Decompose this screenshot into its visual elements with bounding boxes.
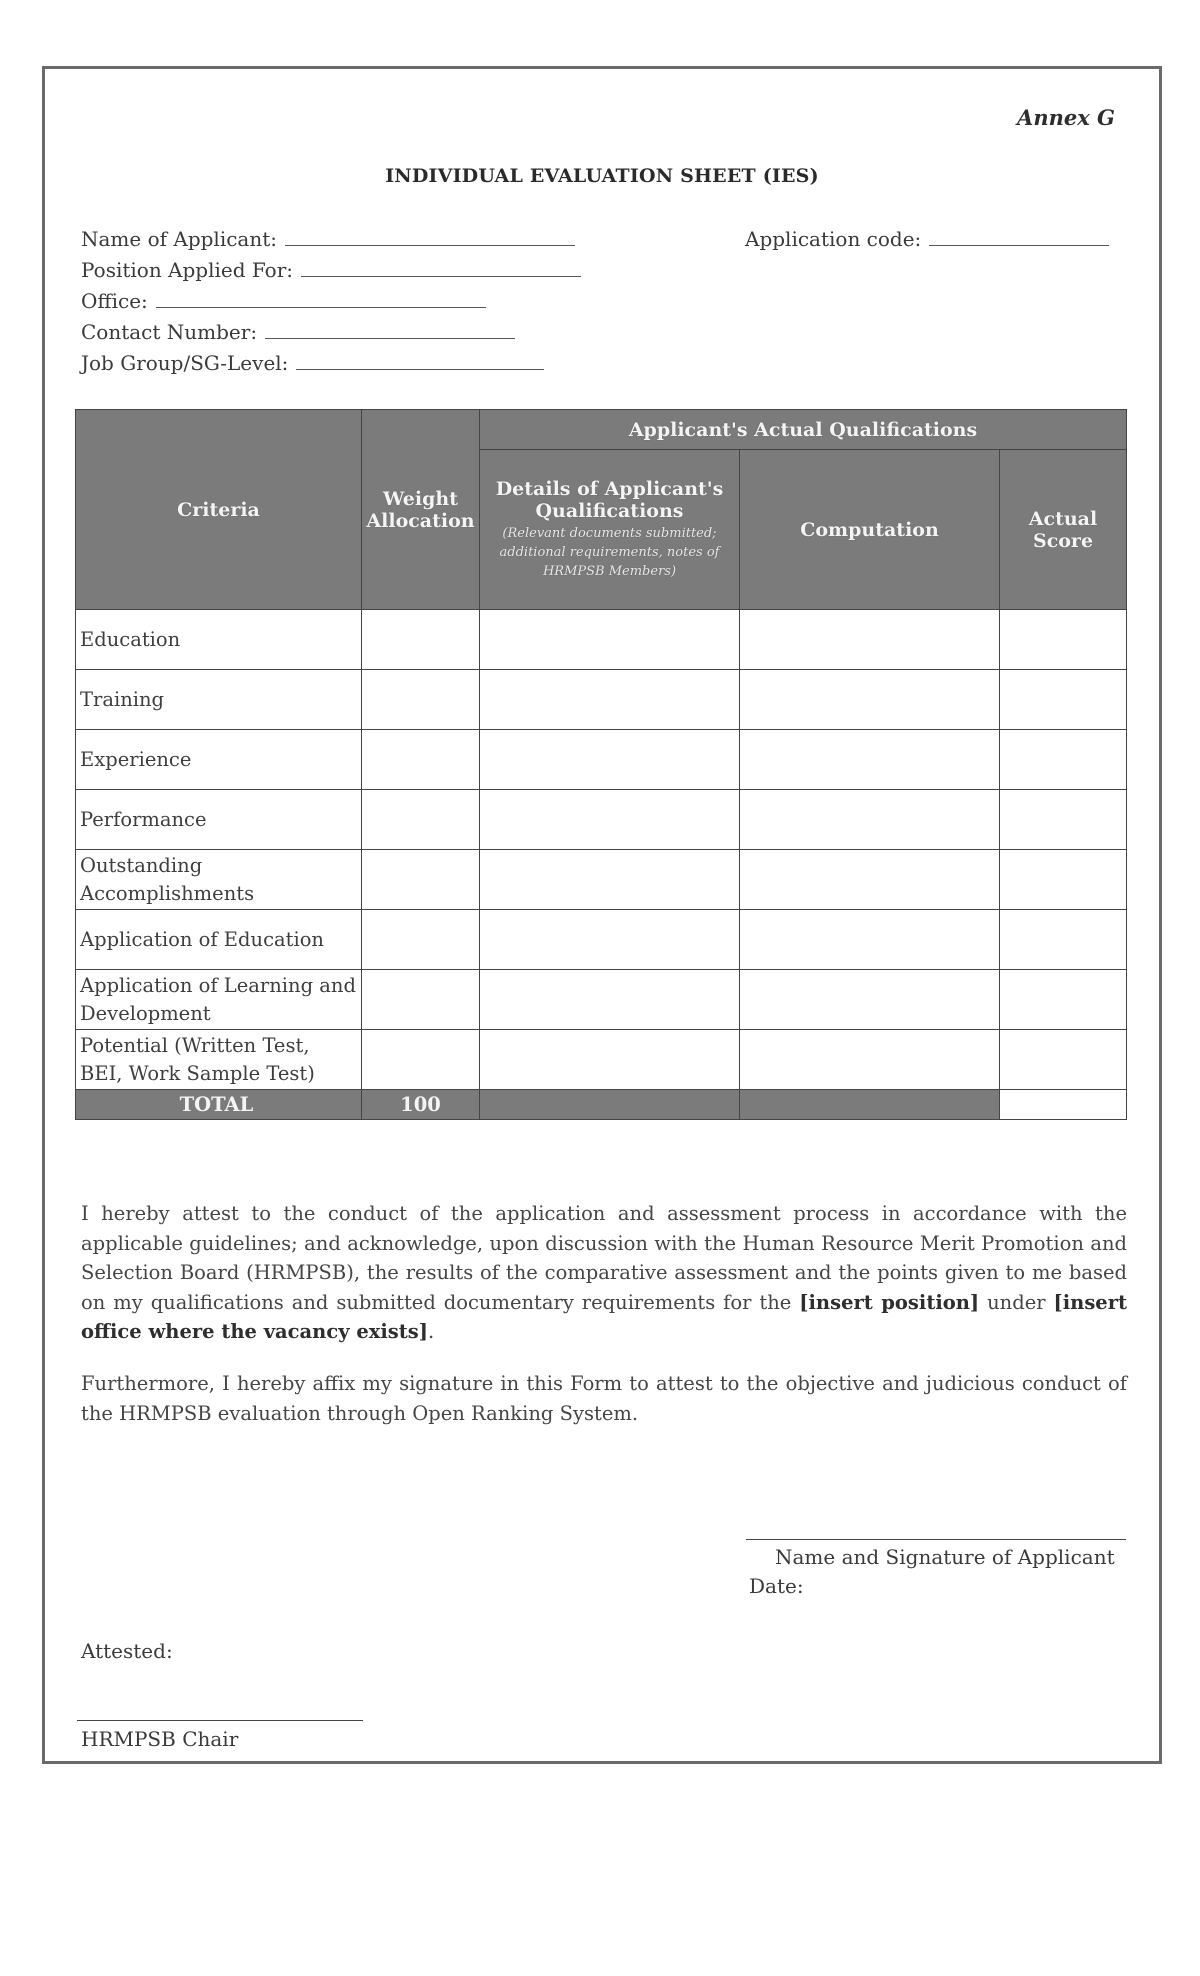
chair-signature-line[interactable] — [77, 1720, 363, 1721]
computation-cell[interactable] — [740, 970, 1000, 1030]
attestation-text: I hereby attest to the conduct of the application and assessment process in accordance with the applicable guidelines; and acknowledge, upon discussion with the Human Resource Merit Promotion and Selection Board (HRMPSB), the results of the comparative assessment and the points given to me based on my qualifications and submitted documentary requirements for the — [81, 1202, 1127, 1314]
job-group-label: Job Group/SG-Level: — [81, 351, 289, 375]
computation-cell[interactable] — [740, 910, 1000, 970]
affirmation-paragraph: Furthermore, I hereby affix my signature in this Form to attest to the objective and judicious conduct of the HRMPSB evaluation through Open Ranking System. — [81, 1372, 1127, 1425]
weight-cell[interactable] — [362, 850, 480, 910]
criteria-cell: Application of Education — [76, 910, 362, 970]
total-label-cell: TOTAL — [76, 1090, 362, 1120]
table-row — [76, 910, 1127, 970]
criteria-cell: Education — [76, 610, 362, 670]
total-row — [76, 1090, 1127, 1120]
weight-cell[interactable] — [362, 1030, 480, 1090]
insert-office-placeholder: [insert office where the vacancy exists] — [81, 1290, 1127, 1343]
weight-cell[interactable] — [362, 790, 480, 850]
contact-number-label: Contact Number: — [81, 320, 258, 344]
criteria-cell: Potential (Written Test, BEI, Work Sample Test) — [76, 1030, 362, 1090]
criteria-cell: Application of Learning and Development — [76, 970, 362, 1030]
criteria-cell: Outstanding Accomplishments — [76, 850, 362, 910]
contact-number-input-line[interactable] — [265, 337, 515, 339]
details-cell[interactable] — [480, 850, 740, 910]
application-code-input-line[interactable] — [929, 244, 1109, 246]
details-cell[interactable] — [480, 910, 740, 970]
table-row — [76, 670, 1127, 730]
details-cell[interactable] — [480, 610, 740, 670]
weight-cell[interactable] — [362, 670, 480, 730]
attestation-connector: under — [979, 1290, 1054, 1314]
actual-score-cell[interactable] — [1000, 850, 1127, 910]
date-label: Date: — [749, 1574, 804, 1598]
total-weight-cell: 100 — [362, 1090, 480, 1120]
computation-cell[interactable] — [740, 670, 1000, 730]
contact-number-field — [81, 320, 515, 344]
details-cell[interactable] — [480, 670, 740, 730]
weight-cell[interactable] — [362, 970, 480, 1030]
details-cell[interactable] — [480, 790, 740, 850]
actual-score-cell[interactable] — [1000, 790, 1127, 850]
total-actual-score-cell[interactable] — [1000, 1090, 1127, 1120]
attested-label: Attested: — [81, 1639, 173, 1663]
applicant-signature-line[interactable] — [746, 1539, 1126, 1540]
actual-score-cell[interactable] — [1000, 670, 1127, 730]
application-code-field — [745, 227, 1109, 251]
actual-score-cell[interactable] — [1000, 610, 1127, 670]
name-of-applicant-label: Name of Applicant: — [81, 227, 278, 251]
document-title: INDIVIDUAL EVALUATION SHEET (IES) — [385, 165, 819, 187]
weight-cell[interactable] — [362, 910, 480, 970]
actual-qualifications-header: Applicant's Actual Qualifications — [480, 410, 1127, 450]
job-group-field — [81, 351, 544, 375]
office-field — [81, 289, 486, 313]
actual-score-cell[interactable] — [1000, 910, 1127, 970]
weight-cell[interactable] — [362, 730, 480, 790]
total-details-cell — [480, 1090, 740, 1120]
details-cell[interactable] — [480, 730, 740, 790]
weight-cell[interactable] — [362, 610, 480, 670]
table-row — [76, 1030, 1127, 1090]
position-applied-label: Position Applied For: — [81, 258, 294, 282]
table-row — [76, 790, 1127, 850]
table-row — [76, 610, 1127, 670]
table-row — [76, 730, 1127, 790]
computation-header: Computation — [740, 450, 1000, 610]
office-input-line[interactable] — [156, 306, 486, 308]
job-group-input-line[interactable] — [296, 368, 544, 370]
table-row — [76, 850, 1127, 910]
details-header — [480, 450, 740, 610]
application-code-label: Application code: — [745, 227, 922, 251]
total-computation-cell — [740, 1090, 1000, 1120]
actual-score-cell[interactable] — [1000, 730, 1127, 790]
name-of-applicant-input-line[interactable] — [285, 244, 575, 246]
details-header-note: (Relevant documents submitted; additional requirements, notes of HRMPSB Members) — [499, 526, 720, 579]
computation-cell[interactable] — [740, 850, 1000, 910]
weight-allocation-header: Weight Allocation — [362, 410, 480, 610]
evaluation-sheet — [42, 66, 1162, 1764]
criteria-cell: Performance — [76, 790, 362, 850]
details-cell[interactable] — [480, 970, 740, 1030]
annex-label: Annex G — [1017, 105, 1115, 130]
applicant-signature-label: Name and Signature of Applicant — [775, 1545, 1115, 1569]
position-applied-field — [81, 258, 581, 282]
attestation-paragraph — [81, 1199, 1127, 1347]
evaluation-table — [75, 409, 1127, 1120]
computation-cell[interactable] — [740, 610, 1000, 670]
attestation-end: . — [427, 1320, 435, 1343]
position-applied-input-line[interactable] — [301, 275, 581, 277]
criteria-cell: Training — [76, 670, 362, 730]
actual-score-cell[interactable] — [1000, 1030, 1127, 1090]
actual-score-cell[interactable] — [1000, 970, 1127, 1030]
table-row — [76, 970, 1127, 1030]
computation-cell[interactable] — [740, 730, 1000, 790]
criteria-cell: Experience — [76, 730, 362, 790]
actual-score-header: Actual Score — [1000, 450, 1127, 610]
details-header-title: Details of Applicant's Qualifications — [495, 478, 724, 522]
details-cell[interactable] — [480, 1030, 740, 1090]
computation-cell[interactable] — [740, 790, 1000, 850]
criteria-header: Criteria — [76, 410, 362, 610]
office-label: Office: — [81, 289, 148, 313]
computation-cell[interactable] — [740, 1030, 1000, 1090]
hrmpsb-chair-label: HRMPSB Chair — [81, 1727, 239, 1751]
insert-position-placeholder: [insert position] — [799, 1290, 980, 1314]
name-of-applicant-field — [81, 227, 575, 251]
